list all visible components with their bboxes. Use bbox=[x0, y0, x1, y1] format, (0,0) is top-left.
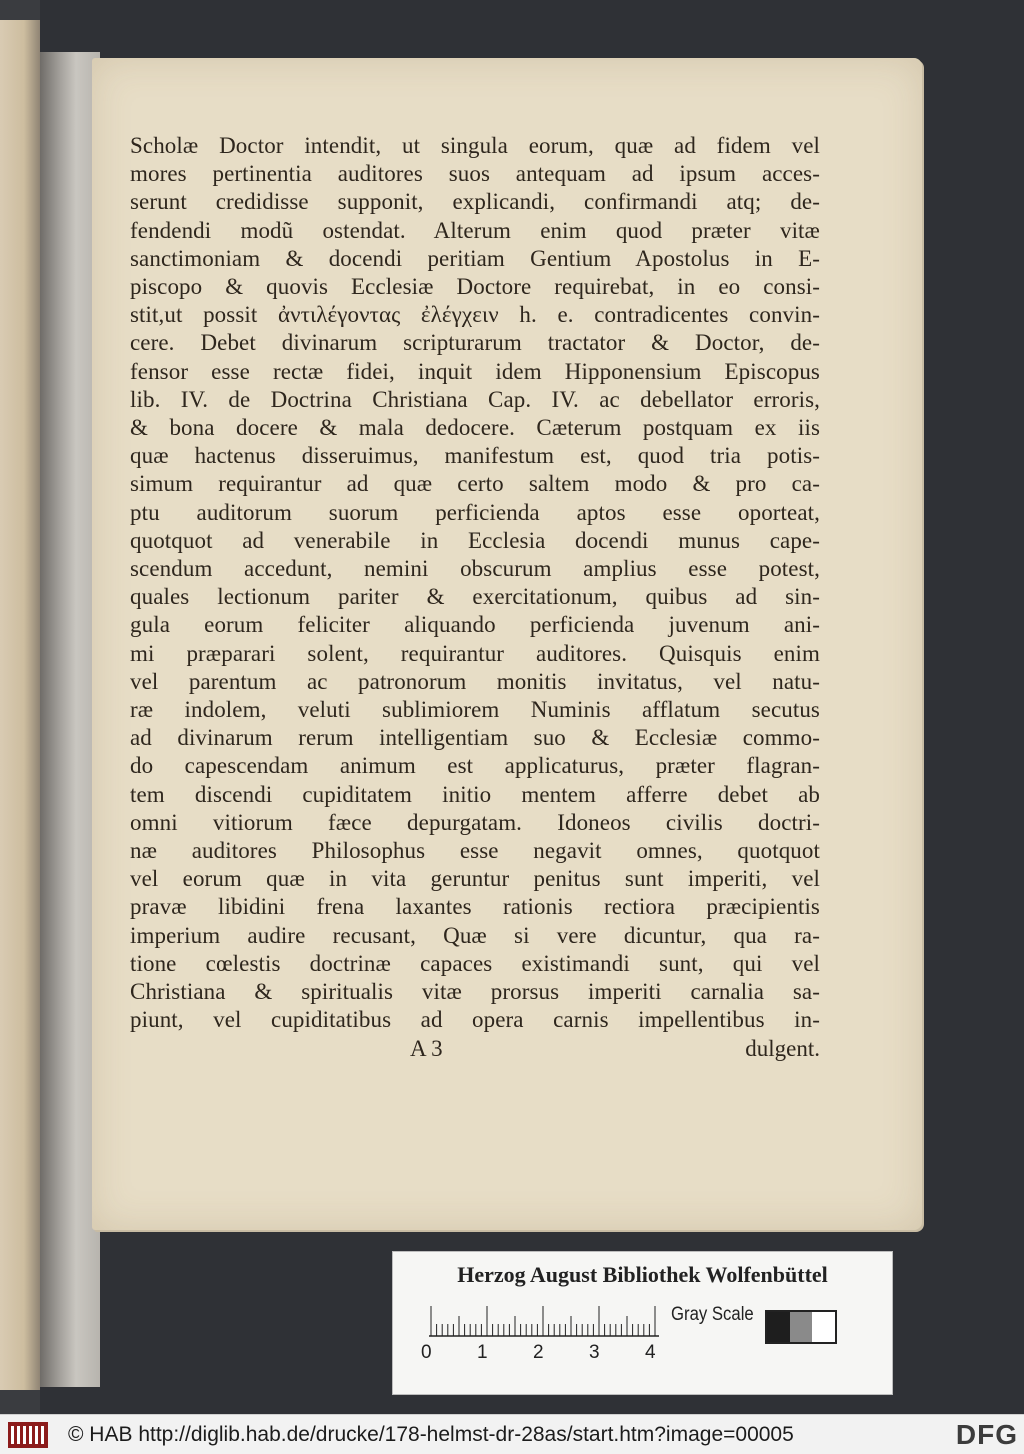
gray-scale-label: Gray Scale bbox=[671, 1304, 754, 1325]
page-text bbox=[130, 132, 820, 1035]
text-line: quales lectionum pariter & exercitationum, quibus ad sin- bbox=[130, 584, 820, 610]
text-line: stit,ut possit ἀντιλέγοντας ἐλέγχειν h. e. contradicentes convin- bbox=[130, 302, 820, 328]
text-line: do capescendam animum est applicaturus, præter flagran- bbox=[130, 753, 820, 779]
book-page bbox=[92, 58, 922, 1230]
text-line: sanctimoniam & docendi peritiam Gentium Apostolus in E- bbox=[130, 245, 820, 271]
text-line: cere. Debet divinarum scripturarum tractator & Doctor, de- bbox=[130, 330, 820, 356]
gray-swatch bbox=[767, 1312, 790, 1342]
page-footer bbox=[130, 1036, 820, 1066]
text-line: fendendi modũ ostendat. Alterum enim quod præter vitæ bbox=[130, 217, 820, 243]
text-line: mi præparari solent, requirantur auditores. Quisquis enim bbox=[130, 640, 820, 666]
facing-page-edge bbox=[0, 20, 40, 1390]
text-line: & bona docere & mala dedocere. Cæterum postquam ex iis bbox=[130, 415, 820, 441]
text-line: scendum accedunt, nemini obscurum amplius esse potest, bbox=[130, 556, 820, 582]
text-line: simum requirantur ad quæ certo saltem modo & pro ca- bbox=[130, 471, 820, 497]
ruler-number: 3 bbox=[589, 1342, 600, 1363]
book-gutter bbox=[40, 52, 100, 1387]
ruler-number: 4 bbox=[645, 1342, 656, 1363]
text-line: ræ indolem, veluti sublimiorem Numinis afflatum secutus bbox=[130, 697, 820, 723]
gray-scale-swatches bbox=[765, 1310, 837, 1344]
text-line: mores pertinentia auditores suos antequam ad ipsum acces- bbox=[130, 161, 820, 187]
ruler-numbers bbox=[421, 1342, 681, 1366]
text-line: pravæ libidini frena laxantes rationis rectiora præcipientis bbox=[130, 894, 820, 920]
text-line: Scholæ Doctor intendit, ut singula eorum, quæ ad fidem vel bbox=[130, 133, 820, 158]
text-line: tione cœlestis doctrinæ capaces existimandi sunt, qui vel bbox=[130, 950, 820, 976]
text-line: imperium audire recusant, Quæ si vere dicuntur, qua ra- bbox=[130, 922, 820, 948]
text-line: serunt credidisse supponit, explicandi, confirmandi atq; de- bbox=[130, 189, 820, 215]
ruler-number: 2 bbox=[533, 1342, 544, 1363]
catchword: dulgent. bbox=[745, 1036, 820, 1061]
text-line: piunt, vel cupiditatibus ad opera carnis impellentibus in- bbox=[130, 1007, 820, 1033]
text-line: quæ hactenus disseruimus, manifestum est, quod tria potis- bbox=[130, 443, 820, 469]
text-line: ad divinarum rerum intelligentiam suo & Ecclesiæ commo- bbox=[130, 725, 820, 751]
text-line: tem discendi cupiditatem initio mentem afferre debet ab bbox=[130, 781, 820, 807]
text-line: fensor esse rectæ fidei, inquit idem Hipponensium Episcopus bbox=[130, 358, 820, 384]
ruler-number: 0 bbox=[421, 1342, 432, 1363]
ruler-scale bbox=[429, 1298, 659, 1338]
gray-swatch bbox=[812, 1312, 835, 1342]
text-line: vel parentum ac patronorum monitis invitatus, vel natu- bbox=[130, 668, 820, 694]
text-line: piscopo & quovis Ecclesiæ Doctore requirebat, in eo consi- bbox=[130, 274, 820, 300]
text-line: omni vitiorum fæce depurgatam. Idoneos civilis doctri- bbox=[130, 809, 820, 835]
text-line: quotquot ad venerabile in Ecclesia docendi munus cape- bbox=[130, 527, 820, 553]
hab-logo-icon bbox=[8, 1422, 48, 1448]
signature-mark: A 3 bbox=[410, 1036, 443, 1061]
text-line: lib. IV. de Doctrina Christiana Cap. IV. ac debellator erroris, bbox=[130, 386, 820, 412]
bottom-bar bbox=[0, 1414, 1024, 1454]
text-line: vel eorum quæ in vita geruntur penitus sunt imperiti, vel bbox=[130, 866, 820, 892]
text-line: næ auditores Philosophus esse negavit omnes, quotquot bbox=[130, 838, 820, 864]
dfg-logo: DFG bbox=[955, 1419, 1018, 1450]
ruler-number: 1 bbox=[477, 1342, 488, 1363]
text-line: gula eorum feliciter aliquando perficienda juvenum ani- bbox=[130, 612, 820, 638]
library-label bbox=[392, 1251, 893, 1395]
gray-swatch bbox=[790, 1312, 813, 1342]
copyright-url[interactable]: © HAB http://diglib.hab.de/drucke/178-helmst-dr-28as/start.htm?image=00005 bbox=[68, 1423, 794, 1446]
text-line: ptu auditorum suorum perficienda aptos esse oporteat, bbox=[130, 499, 820, 525]
text-line: Christiana & spiritualis vitæ prorsus imperiti carnalia sa- bbox=[130, 979, 820, 1005]
library-name: Herzog August Bibliothek Wolfenbüttel bbox=[457, 1262, 828, 1287]
